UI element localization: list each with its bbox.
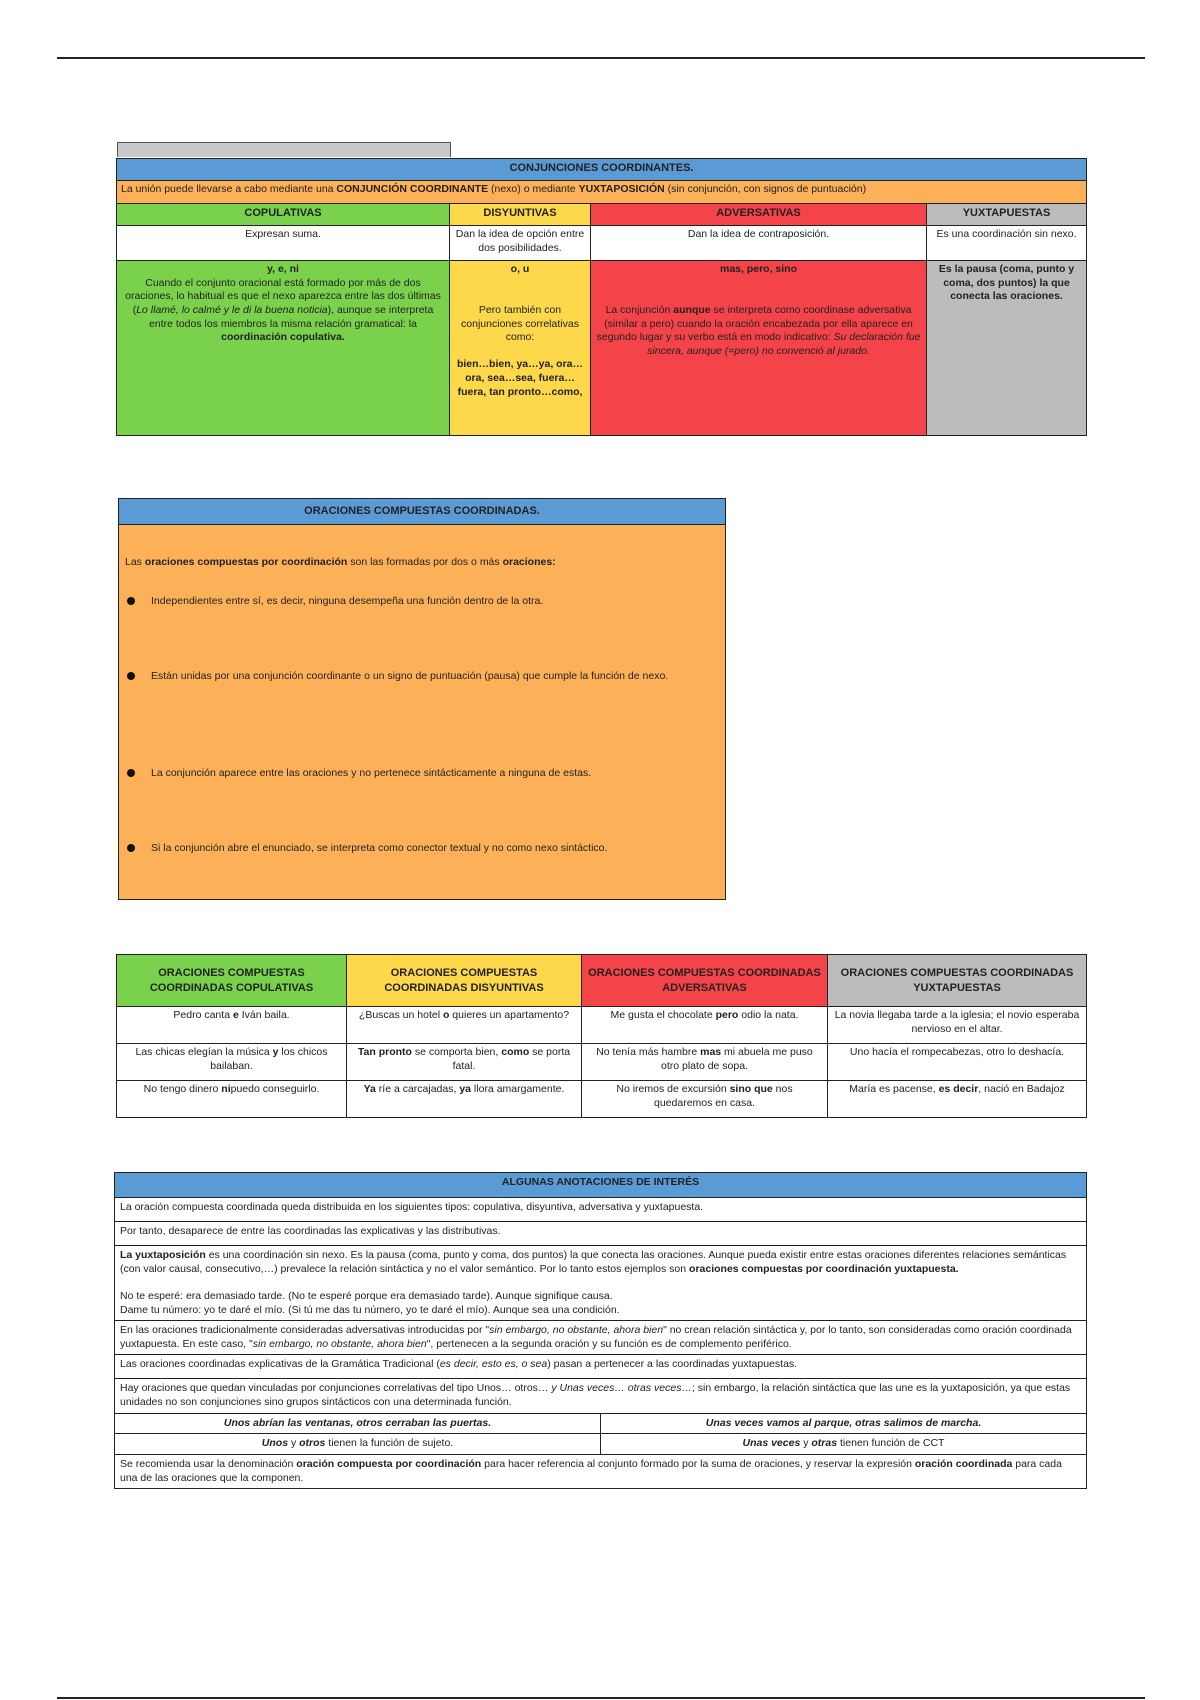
table-cell: María es pacense, es decir, nació en Badajoz [828,1081,1087,1118]
note-7: Se recomienda usar la denominación oración compuesta por coordinación para hacer referencia al conjunto formado por la suma de oraciones, y reservar la expresión oración coordinada para cada una de las oraciones que la componen. [115,1455,1087,1489]
example-unas-veces-function: Unas veces y otras tienen función de CCT [601,1434,1087,1455]
examples-header-disyuntivas: ORACIONES COMPUESTAS COORDINADAS DISYUNTIVAS [347,955,582,1007]
conjunctions-intro: La unión puede llevarse a cabo mediante una CONJUNCIÓN COORDINANTE (nexo) o mediante YUXTAPOSICIÓN (sin conjunción, con signos de puntuación) [117,181,1087,204]
col-yuxtapuestas: YUXTAPUESTAS [927,204,1087,226]
bullet-icon [127,769,135,777]
copulativas-detail: y, e, ni Cuando el conjunto oracional está formado por más de dos oraciones, lo habitual es que el nexo aparezca entre las dos últimas (Lo llamé, lo calmé y le di la buena noticia), aunque se interpreta entre todos los miembros la misma relación gramatical: la coordinación copulativa. [117,261,450,436]
table-cell: ¿Buscas un hotel o quieres un apartamento? [347,1007,582,1044]
compound-intro: Las oraciones compuestas por coordinación son las formadas por dos o más oraciones: [125,556,556,568]
example-unas-veces: Unas veces vamos al parque, otras salimos de marcha. [601,1413,1087,1434]
table-cell: Me gusta el chocolate pero odio la nata. [582,1007,828,1044]
table-cell: La novia llegaba tarde a la iglesia; el novio esperaba nervioso en el altar. [828,1007,1087,1044]
examples-header-copulativas: ORACIONES COMPUESTAS COORDINADAS COPULATIVAS [117,955,347,1007]
notes-title: ALGUNAS ANOTACIONES DE INTERÉS [115,1173,1087,1198]
yuxtapuestas-detail: Es la pausa (coma, punto y coma, dos puntos) la que conecta las oraciones. [927,261,1087,436]
sheet-tab-decoration [117,142,451,157]
examples-header-yuxtapuestas: ORACIONES COMPUESTAS COORDINADAS YUXTAPUESTAS [828,955,1087,1007]
disyuntivas-detail: o, u Pero también con conjunciones correlativas como: bien…bien, ya…ya, ora…ora, sea…sea, fuera…fuera, tan pronto…como, [450,261,591,436]
bottom-rule [57,1697,1145,1699]
table-cell: No tenía más hambre mas mi abuela me puso otro plato de sopa. [582,1044,828,1081]
note-1: La oración compuesta coordinada queda distribuida en los siguientes tipos: copulativa, disyuntiva, adversativa y yuxtapuesta. [115,1198,1087,1222]
compound-sentences-box [118,498,726,900]
note-5: Las oraciones coordinadas explicativas de la Gramática Tradicional (es decir, esto es, o sea) pasan a pertenecer a las coordinadas yuxtapuestas. [115,1355,1087,1379]
example-unos-function: Unos y otros tienen la función de sujeto. [115,1434,601,1455]
examples-table [116,954,1087,1118]
col-disyuntivas: DISYUNTIVAS [450,204,591,226]
list-item: La conjunción aparece entre las oraciones y no pertenece sintácticamente a ninguna de estas. [125,763,715,784]
list-item: Independientes entre sí, es decir, ninguna desempeña una función dentro de la otra. [125,591,715,612]
note-2: Por tanto, desaparece de entre las coordinadas las explicativas y las distributivas. [115,1222,1087,1246]
table-row [117,1081,1087,1118]
adversativas-detail: mas, pero, sino La conjunción aunque se interpreta como coordinase adversativa (similar a pero) cuando la oración encabezada por ella aparece en segundo lugar y su verbo está en modo indicativo: Su declaración fue sincera, aunque (=pero) no convenció al jurado. [591,261,927,436]
list-item: Si la conjunción abre el enunciado, se interpreta como conector textual y no como nexo sintáctico. [125,838,715,859]
table-cell: Las chicas elegían la música y los chicos bailaban. [117,1044,347,1081]
table-cell: Tan pronto se comporta bien, como se porta fatal. [347,1044,582,1081]
top-rule [57,57,1145,59]
bullet-icon [127,672,135,680]
def-disyuntivas: Dan la idea de opción entre dos posibilidades. [450,226,591,261]
bullet-icon [127,597,135,605]
note-6: Hay oraciones que quedan vinculadas por conjunciones correlativas del tipo Unos… otros… y Unas veces… otras veces…; sin embargo, la relación sintáctica que las une es la yuxtaposición, ya que estas unidades no son conjunciones sino grupos sintácticos con una determinada función. [115,1379,1087,1413]
bullet-icon [127,844,135,852]
compound-title: ORACIONES COMPUESTAS COORDINADAS. [119,499,725,525]
conjunctions-title: CONJUNCIONES COORDINANTES. [117,159,1087,181]
table-cell: No iremos de excursión sino que nos quedaremos en casa. [582,1081,828,1118]
def-copulativas: Expresan suma. [117,226,450,261]
table-cell: Uno hacía el rompecabezas, otro lo deshacía. [828,1044,1087,1081]
example-unos: Unos abrían las ventanas, otros cerraban las puertas. [115,1413,601,1434]
list-item: Están unidas por una conjunción coordinante o un signo de puntuación (pausa) que cumple la función de nexo. [125,666,715,687]
table-cell: Ya ríe a carcajadas, ya llora amargamente. [347,1081,582,1118]
def-yuxtapuestas: Es una coordinación sin nexo. [927,226,1087,261]
note-4: En las oraciones tradicionalmente consideradas adversativas introducidas por "sin embargo, no obstante, ahora bien" no crean relación sintáctica y, por lo tanto, son consideradas como oración coordinada yuxtapuesta. En este caso, "sin embargo, no obstante, ahora bien", pertenecen a la segunda oración y su función es de complemento periférico. [115,1321,1087,1355]
conjunctions-table [116,158,1087,436]
examples-header-adversativas: ORACIONES COMPUESTAS COORDINADAS ADVERSATIVAS [582,955,828,1007]
col-adversativas: ADVERSATIVAS [591,204,927,226]
def-adversativas: Dan la idea de contraposición. [591,226,927,261]
note-3: La yuxtaposición es una coordinación sin nexo. Es la pausa (coma, punto y coma, dos puntos) la que conecta las oraciones. Aunque pueda existir entre estas oraciones diferentes relaciones semánticas (con valor causal, consecutivo,…) prevalece la relación sintáctica y no el valor semántico. Por lo tanto estos ejemplos son oraciones compuestas por coordinación yuxtapuesta. No te esperé: era demasiado tarde. (No te esperé porque era demasiado tarde). Aunque signifique causa. Dame tu número: yo te daré el mío. (Si tú me das tu número, yo te daré el mío). Aunque sea una condición. [115,1246,1087,1321]
table-cell: No tengo dinero nipuedo conseguirlo. [117,1081,347,1118]
col-copulativas: COPULATIVAS [117,204,450,226]
table-cell: Pedro canta e Iván baila. [117,1007,347,1044]
table-row [117,1007,1087,1044]
notes-table [114,1172,1087,1489]
table-row [117,1044,1087,1081]
